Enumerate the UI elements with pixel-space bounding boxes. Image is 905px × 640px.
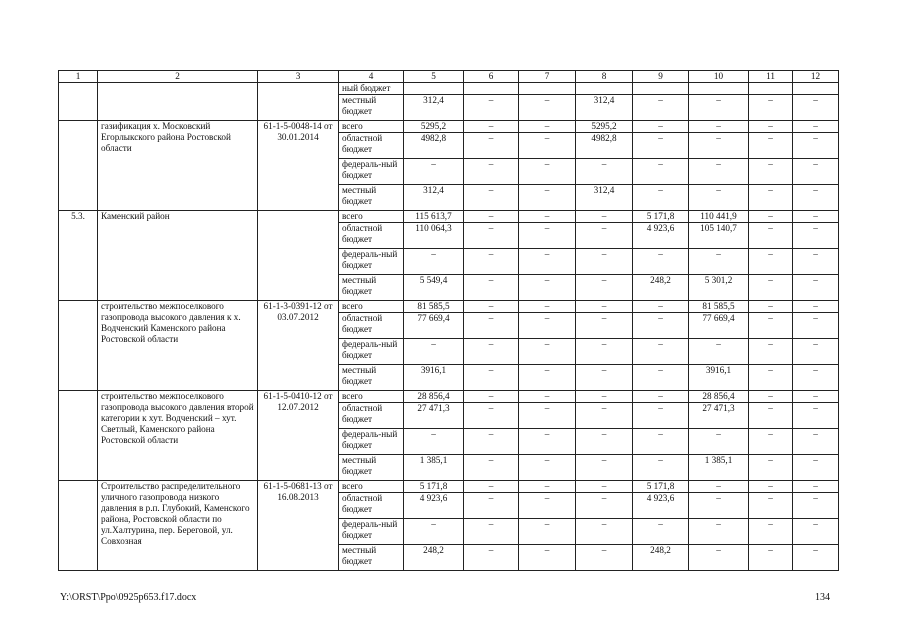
- item-number: [59, 121, 98, 211]
- amount-cell: [464, 83, 519, 95]
- table-row: [59, 211, 839, 223]
- amount-cell: 312,4: [576, 185, 633, 211]
- amount-cell: –: [576, 455, 633, 481]
- amount-cell: –: [576, 391, 633, 403]
- amount-cell: –: [793, 275, 839, 301]
- amount-cell: –: [404, 519, 464, 545]
- amount-cell: –: [793, 403, 839, 429]
- amount-cell: –: [633, 365, 689, 391]
- amount-cell: –: [519, 133, 576, 159]
- amount-cell: –: [464, 159, 519, 185]
- amount-cell: –: [633, 185, 689, 211]
- amount-cell: –: [519, 301, 576, 313]
- amount-cell: –: [576, 545, 633, 571]
- amount-cell: 81 585,5: [689, 301, 749, 313]
- column-header: 10: [689, 71, 749, 83]
- amount-cell: –: [689, 121, 749, 133]
- amount-cell: –: [793, 481, 839, 493]
- funding-source: областной бюджет: [339, 133, 404, 159]
- table-row: [59, 301, 839, 313]
- amount-cell: –: [464, 95, 519, 121]
- amount-cell: –: [633, 339, 689, 365]
- amount-cell: –: [689, 95, 749, 121]
- amount-cell: –: [689, 339, 749, 365]
- amount-cell: –: [576, 519, 633, 545]
- amount-cell: –: [519, 211, 576, 223]
- budget-table: [58, 70, 839, 571]
- amount-cell: –: [519, 545, 576, 571]
- item-number: [59, 83, 98, 121]
- amount-cell: –: [464, 391, 519, 403]
- amount-cell: –: [633, 429, 689, 455]
- amount-cell: –: [404, 429, 464, 455]
- amount-cell: 3916,1: [689, 365, 749, 391]
- amount-cell: –: [793, 211, 839, 223]
- amount-cell: –: [793, 133, 839, 159]
- amount-cell: 28 856,4: [689, 391, 749, 403]
- amount-cell: 5 171,8: [633, 481, 689, 493]
- column-header: 6: [464, 71, 519, 83]
- amount-cell: –: [689, 185, 749, 211]
- object-name: [98, 83, 258, 121]
- table-row: [59, 83, 839, 95]
- amount-cell: –: [749, 545, 793, 571]
- amount-cell: 5 549,4: [404, 275, 464, 301]
- amount-cell: –: [519, 339, 576, 365]
- amount-cell: –: [576, 301, 633, 313]
- amount-cell: –: [689, 249, 749, 275]
- amount-cell: –: [793, 429, 839, 455]
- amount-cell: –: [793, 223, 839, 249]
- amount-cell: 4 923,6: [404, 493, 464, 519]
- amount-cell: –: [749, 185, 793, 211]
- amount-cell: –: [689, 133, 749, 159]
- amount-cell: –: [464, 493, 519, 519]
- object-code: 61-1-3-0391-12 от 03.07.2012: [258, 301, 339, 391]
- amount-cell: –: [749, 301, 793, 313]
- amount-cell: 248,2: [404, 545, 464, 571]
- amount-cell: 110 441,9: [689, 211, 749, 223]
- amount-cell: –: [519, 249, 576, 275]
- column-header: 5: [404, 71, 464, 83]
- amount-cell: –: [464, 185, 519, 211]
- amount-cell: [576, 83, 633, 95]
- amount-cell: –: [519, 365, 576, 391]
- object-code: 61-1-5-0410-12 от 12.07.2012: [258, 391, 339, 481]
- amount-cell: –: [519, 223, 576, 249]
- amount-cell: –: [464, 481, 519, 493]
- amount-cell: 1 385,1: [689, 455, 749, 481]
- amount-cell: –: [749, 95, 793, 121]
- funding-source: федераль-ный бюджет: [339, 159, 404, 185]
- amount-cell: 105 140,7: [689, 223, 749, 249]
- funding-source: всего: [339, 121, 404, 133]
- item-number: 5.3.: [59, 211, 98, 301]
- amount-cell: 81 585,5: [404, 301, 464, 313]
- amount-cell: –: [464, 249, 519, 275]
- amount-cell: –: [464, 403, 519, 429]
- object-code: [258, 211, 339, 301]
- funding-source: федераль-ный бюджет: [339, 249, 404, 275]
- amount-cell: –: [633, 95, 689, 121]
- amount-cell: –: [464, 429, 519, 455]
- amount-cell: 27 471,3: [689, 403, 749, 429]
- amount-cell: 5295,2: [576, 121, 633, 133]
- amount-cell: –: [793, 493, 839, 519]
- funding-source: всего: [339, 211, 404, 223]
- amount-cell: –: [749, 133, 793, 159]
- column-header: 1: [59, 71, 98, 83]
- amount-cell: 312,4: [404, 185, 464, 211]
- amount-cell: –: [633, 249, 689, 275]
- object-name: Каменский район: [98, 211, 258, 301]
- amount-cell: –: [519, 313, 576, 339]
- amount-cell: –: [404, 249, 464, 275]
- header-row: [59, 71, 839, 83]
- object-code: 61-1-5-0048-14 от 30.01.2014: [258, 121, 339, 211]
- amount-cell: –: [793, 391, 839, 403]
- funding-source: областной бюджет: [339, 493, 404, 519]
- amount-cell: –: [749, 429, 793, 455]
- column-header: 2: [98, 71, 258, 83]
- amount-cell: –: [749, 211, 793, 223]
- amount-cell: –: [576, 481, 633, 493]
- amount-cell: –: [519, 481, 576, 493]
- amount-cell: –: [464, 211, 519, 223]
- funding-source: федераль-ный бюджет: [339, 429, 404, 455]
- object-name: строительство межпоселкового газопровода высокого давления к х. Водченский Каменского района Ростовской области: [98, 301, 258, 391]
- amount-cell: –: [689, 481, 749, 493]
- amount-cell: –: [749, 455, 793, 481]
- amount-cell: 5 171,8: [633, 211, 689, 223]
- amount-cell: –: [793, 95, 839, 121]
- funding-source: областной бюджет: [339, 403, 404, 429]
- amount-cell: –: [576, 223, 633, 249]
- amount-cell: –: [749, 339, 793, 365]
- amount-cell: –: [519, 121, 576, 133]
- amount-cell: –: [793, 185, 839, 211]
- amount-cell: –: [793, 301, 839, 313]
- amount-cell: [404, 83, 464, 95]
- funding-source: федераль-ный бюджет: [339, 339, 404, 365]
- amount-cell: –: [793, 339, 839, 365]
- amount-cell: –: [519, 455, 576, 481]
- amount-cell: –: [749, 313, 793, 339]
- amount-cell: –: [749, 365, 793, 391]
- column-header: 12: [793, 71, 839, 83]
- amount-cell: 3916,1: [404, 365, 464, 391]
- funding-source: областной бюджет: [339, 223, 404, 249]
- amount-cell: –: [749, 223, 793, 249]
- amount-cell: –: [633, 133, 689, 159]
- amount-cell: –: [749, 275, 793, 301]
- amount-cell: –: [576, 249, 633, 275]
- amount-cell: 28 856,4: [404, 391, 464, 403]
- item-number: [59, 481, 98, 571]
- amount-cell: –: [519, 275, 576, 301]
- amount-cell: –: [464, 133, 519, 159]
- table-row: [59, 391, 839, 403]
- amount-cell: –: [519, 429, 576, 455]
- amount-cell: –: [633, 519, 689, 545]
- amount-cell: –: [576, 429, 633, 455]
- object-code: 61-1-5-0681-13 от 16.08.2013: [258, 481, 339, 571]
- item-number: [59, 301, 98, 391]
- footer-file-path: Y:\ORST\Ppo\0925p653.f17.docx: [60, 592, 197, 603]
- amount-cell: –: [464, 519, 519, 545]
- item-number: [59, 391, 98, 481]
- funding-source: федераль-ный бюджет: [339, 519, 404, 545]
- amount-cell: –: [749, 391, 793, 403]
- amount-cell: –: [519, 159, 576, 185]
- amount-cell: –: [749, 403, 793, 429]
- amount-cell: –: [576, 339, 633, 365]
- amount-cell: –: [576, 211, 633, 223]
- amount-cell: –: [793, 545, 839, 571]
- table-row: [59, 121, 839, 133]
- column-header: 4: [339, 71, 404, 83]
- footer-page-number: 134: [815, 592, 830, 603]
- amount-cell: –: [689, 429, 749, 455]
- amount-cell: –: [689, 493, 749, 519]
- amount-cell: [793, 83, 839, 95]
- object-code: [258, 83, 339, 121]
- funding-source: ный бюджет: [339, 83, 404, 95]
- amount-cell: 27 471,3: [404, 403, 464, 429]
- amount-cell: [749, 83, 793, 95]
- amount-cell: –: [749, 493, 793, 519]
- funding-source: всего: [339, 301, 404, 313]
- amount-cell: –: [793, 249, 839, 275]
- amount-cell: –: [793, 313, 839, 339]
- amount-cell: [519, 83, 576, 95]
- amount-cell: –: [464, 339, 519, 365]
- amount-cell: –: [576, 493, 633, 519]
- amount-cell: 5295,2: [404, 121, 464, 133]
- amount-cell: 115 613,7: [404, 211, 464, 223]
- funding-source: местный бюджет: [339, 455, 404, 481]
- amount-cell: –: [689, 519, 749, 545]
- amount-cell: –: [689, 545, 749, 571]
- amount-cell: –: [749, 121, 793, 133]
- amount-cell: –: [464, 455, 519, 481]
- amount-cell: –: [519, 403, 576, 429]
- funding-source: местный бюджет: [339, 95, 404, 121]
- amount-cell: 5 301,2: [689, 275, 749, 301]
- column-header: 3: [258, 71, 339, 83]
- table-row: [59, 481, 839, 493]
- amount-cell: –: [464, 301, 519, 313]
- amount-cell: –: [464, 365, 519, 391]
- funding-source: областной бюджет: [339, 313, 404, 339]
- amount-cell: –: [793, 365, 839, 391]
- amount-cell: 312,4: [576, 95, 633, 121]
- amount-cell: 5 171,8: [404, 481, 464, 493]
- amount-cell: 312,4: [404, 95, 464, 121]
- amount-cell: –: [576, 313, 633, 339]
- amount-cell: –: [576, 275, 633, 301]
- funding-source: всего: [339, 391, 404, 403]
- amount-cell: –: [576, 159, 633, 185]
- amount-cell: –: [519, 95, 576, 121]
- amount-cell: –: [519, 493, 576, 519]
- amount-cell: –: [464, 275, 519, 301]
- amount-cell: –: [689, 159, 749, 185]
- amount-cell: –: [519, 519, 576, 545]
- amount-cell: –: [519, 391, 576, 403]
- amount-cell: –: [576, 403, 633, 429]
- amount-cell: 4982,8: [404, 133, 464, 159]
- amount-cell: 248,2: [633, 275, 689, 301]
- amount-cell: –: [633, 403, 689, 429]
- amount-cell: –: [633, 159, 689, 185]
- object-name: строительство межпоселкового газопровода высокого давления второй категории к хут. Водченский – хут. Светлый, Каменского района Ростовской области: [98, 391, 258, 481]
- amount-cell: 4 923,6: [633, 493, 689, 519]
- amount-cell: –: [633, 391, 689, 403]
- object-name: Строительство распределительного уличного газопровода низкого давления в р.п. Глубокий, Каменского района, Ростовской области по ул.Халтурина, пер. Береговой, ул. Совхозная: [98, 481, 258, 571]
- amount-cell: 110 064,3: [404, 223, 464, 249]
- amount-cell: –: [404, 339, 464, 365]
- column-header: 9: [633, 71, 689, 83]
- amount-cell: 248,2: [633, 545, 689, 571]
- amount-cell: –: [633, 455, 689, 481]
- amount-cell: [633, 83, 689, 95]
- amount-cell: –: [464, 313, 519, 339]
- amount-cell: –: [633, 301, 689, 313]
- amount-cell: 77 669,4: [689, 313, 749, 339]
- object-name: газификация х. Московский Егорлыкского района Ростовской области: [98, 121, 258, 211]
- column-header: 7: [519, 71, 576, 83]
- column-header: 8: [576, 71, 633, 83]
- amount-cell: –: [749, 481, 793, 493]
- column-header: 11: [749, 71, 793, 83]
- amount-cell: –: [633, 121, 689, 133]
- amount-cell: –: [749, 519, 793, 545]
- amount-cell: –: [749, 159, 793, 185]
- amount-cell: 4 923,6: [633, 223, 689, 249]
- amount-cell: –: [793, 519, 839, 545]
- amount-cell: –: [793, 455, 839, 481]
- funding-source: местный бюджет: [339, 185, 404, 211]
- amount-cell: –: [464, 223, 519, 249]
- amount-cell: –: [633, 313, 689, 339]
- amount-cell: 4982,8: [576, 133, 633, 159]
- amount-cell: –: [793, 121, 839, 133]
- amount-cell: –: [464, 121, 519, 133]
- amount-cell: –: [749, 249, 793, 275]
- amount-cell: –: [464, 545, 519, 571]
- funding-source: местный бюджет: [339, 545, 404, 571]
- amount-cell: –: [793, 159, 839, 185]
- funding-source: местный бюджет: [339, 365, 404, 391]
- funding-source: всего: [339, 481, 404, 493]
- amount-cell: 77 669,4: [404, 313, 464, 339]
- amount-cell: 1 385,1: [404, 455, 464, 481]
- amount-cell: [689, 83, 749, 95]
- funding-source: местный бюджет: [339, 275, 404, 301]
- amount-cell: –: [576, 365, 633, 391]
- amount-cell: –: [404, 159, 464, 185]
- amount-cell: –: [519, 185, 576, 211]
